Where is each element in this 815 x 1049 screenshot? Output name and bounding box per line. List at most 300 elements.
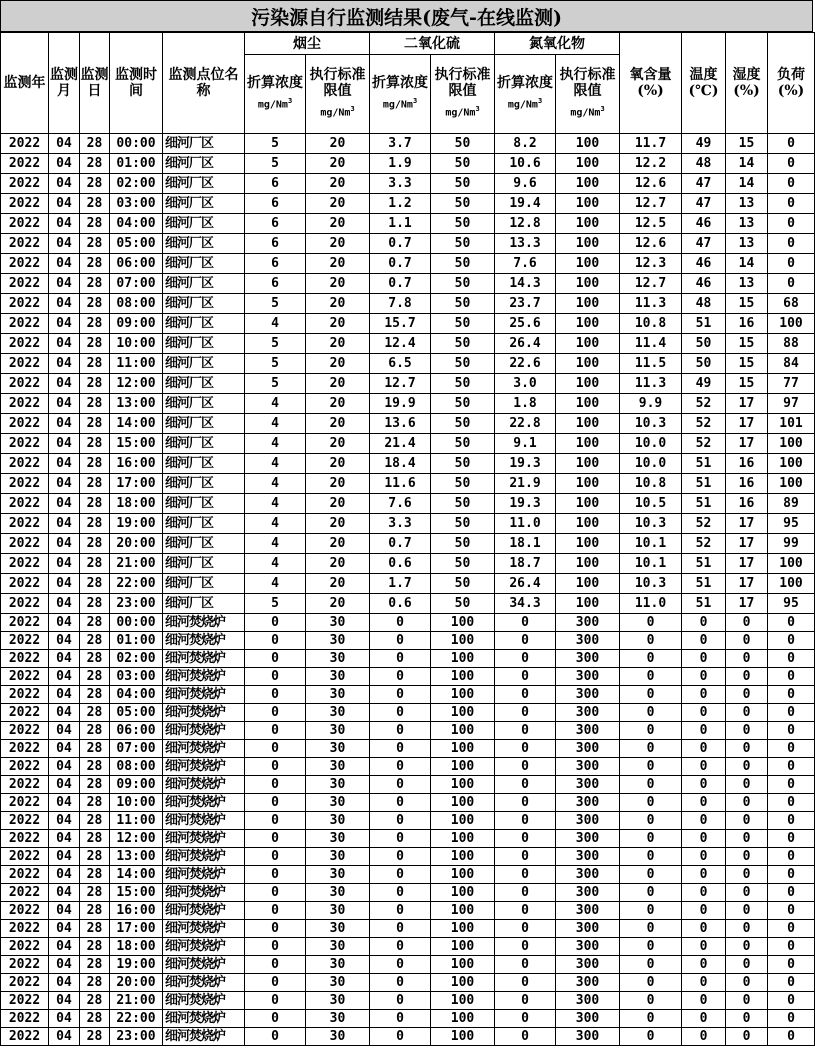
unit-text: mg/Nm	[507, 99, 538, 111]
cell-nox-limit: 100	[556, 594, 620, 614]
cell-nox-converted: 12.8	[495, 214, 556, 234]
cell-so2-limit: 50	[431, 154, 495, 174]
cell-time: 05:00	[110, 704, 163, 722]
cell-site: 细河焚烧炉	[163, 812, 245, 830]
cell-temperature: 0	[682, 650, 726, 668]
cell-humidity: 0	[726, 884, 768, 902]
cell-so2-limit: 100	[431, 704, 495, 722]
cell-so2-limit: 50	[431, 534, 495, 554]
cell-so2-limit: 100	[431, 956, 495, 974]
cell-site: 细河厂区	[163, 534, 245, 554]
cell-so2-limit: 50	[431, 314, 495, 334]
cell-time: 02:00	[110, 650, 163, 668]
cell-month: 04	[49, 474, 80, 494]
cell-so2-converted: 0	[370, 992, 431, 1010]
cell-dust-converted: 0	[245, 776, 306, 794]
cell-load: 89	[768, 494, 815, 514]
cell-dust-limit: 30	[306, 992, 370, 1010]
cell-site: 细河焚烧炉	[163, 614, 245, 632]
cell-time: 16:00	[110, 454, 163, 474]
cell-dust-converted: 5	[245, 354, 306, 374]
cell-nox-converted: 0	[495, 902, 556, 920]
cell-so2-converted: 1.1	[370, 214, 431, 234]
cell-dust-converted: 4	[245, 394, 306, 414]
cell-time: 17:00	[110, 920, 163, 938]
cell-nox-limit: 300	[556, 632, 620, 650]
cell-humidity: 0	[726, 650, 768, 668]
cell-oxygen: 12.7	[620, 274, 682, 294]
cell-time: 01:00	[110, 154, 163, 174]
cell-so2-converted: 12.4	[370, 334, 431, 354]
table-row	[1, 794, 815, 812]
cell-so2-converted: 3.3	[370, 174, 431, 194]
cell-dust-converted: 5	[245, 294, 306, 314]
cell-so2-limit: 50	[431, 494, 495, 514]
header-unit	[556, 101, 619, 121]
cell-dust-converted: 6	[245, 194, 306, 214]
cell-nox-limit: 100	[556, 374, 620, 394]
cell-so2-converted: 21.4	[370, 434, 431, 454]
cell-time: 22:00	[110, 574, 163, 594]
cell-humidity: 0	[726, 938, 768, 956]
cell-nox-limit: 100	[556, 214, 620, 234]
cell-humidity: 15	[726, 354, 768, 374]
cell-time: 04:00	[110, 686, 163, 704]
unit-superscript: 3	[287, 96, 293, 105]
cell-month: 04	[49, 414, 80, 434]
cell-site: 细河厂区	[163, 294, 245, 314]
table-row	[1, 194, 815, 214]
cell-so2-converted: 0	[370, 866, 431, 884]
cell-time: 16:00	[110, 902, 163, 920]
cell-dust-converted: 0	[245, 920, 306, 938]
cell-oxygen: 0	[620, 974, 682, 992]
cell-temperature: 0	[682, 794, 726, 812]
table-row	[1, 866, 815, 884]
cell-nox-converted: 0	[495, 686, 556, 704]
table-row	[1, 514, 815, 534]
cell-nox-limit: 100	[556, 574, 620, 594]
cell-dust-limit: 30	[306, 794, 370, 812]
cell-month: 04	[49, 154, 80, 174]
cell-humidity: 0	[726, 632, 768, 650]
cell-oxygen: 0	[620, 812, 682, 830]
cell-year: 2022	[1, 294, 49, 314]
cell-so2-limit: 100	[431, 740, 495, 758]
cell-so2-limit: 100	[431, 902, 495, 920]
cell-temperature: 0	[682, 956, 726, 974]
cell-temperature: 50	[682, 334, 726, 354]
cell-day: 28	[80, 650, 110, 668]
cell-nox-converted: 9.1	[495, 434, 556, 454]
cell-humidity: 15	[726, 374, 768, 394]
cell-day: 28	[80, 434, 110, 454]
unit-superscript: 3	[600, 104, 605, 113]
cell-so2-converted: 0.7	[370, 534, 431, 554]
cell-load: 0	[768, 776, 815, 794]
cell-temperature: 0	[682, 848, 726, 866]
cell-site: 细河厂区	[163, 574, 245, 594]
cell-day: 28	[80, 722, 110, 740]
cell-dust-limit: 20	[306, 374, 370, 394]
cell-day: 28	[80, 414, 110, 434]
cell-temperature: 0	[682, 830, 726, 848]
cell-so2-limit: 100	[431, 992, 495, 1010]
cell-site: 细河焚烧炉	[163, 920, 245, 938]
cell-year: 2022	[1, 722, 49, 740]
table-row	[1, 938, 815, 956]
cell-dust-converted: 4	[245, 534, 306, 554]
cell-nox-converted: 0	[495, 992, 556, 1010]
cell-site: 细河厂区	[163, 554, 245, 574]
cell-nox-converted: 0	[495, 1028, 556, 1046]
cell-year: 2022	[1, 214, 49, 234]
cell-site: 细河厂区	[163, 414, 245, 434]
cell-year: 2022	[1, 194, 49, 214]
cell-temperature: 0	[682, 686, 726, 704]
cell-load: 97	[768, 394, 815, 414]
cell-load: 88	[768, 334, 815, 354]
cell-temperature: 0	[682, 776, 726, 794]
cell-nox-limit: 300	[556, 938, 620, 956]
cell-load: 0	[768, 1010, 815, 1028]
cell-nox-converted: 3.0	[495, 374, 556, 394]
cell-temperature: 0	[682, 812, 726, 830]
cell-so2-limit: 100	[431, 830, 495, 848]
cell-nox-limit: 300	[556, 650, 620, 668]
unit-text: mg/Nm	[257, 99, 288, 111]
header-label: 执行标准限值	[309, 66, 366, 99]
cell-month: 04	[49, 812, 80, 830]
cell-humidity: 14	[726, 174, 768, 194]
cell-day: 28	[80, 254, 110, 274]
header-label: 折算浓度	[372, 74, 428, 91]
cell-time: 06:00	[110, 254, 163, 274]
monitoring-results-table	[0, 32, 815, 1046]
cell-year: 2022	[1, 812, 49, 830]
cell-dust-converted: 5	[245, 154, 306, 174]
cell-temperature: 0	[682, 740, 726, 758]
cell-temperature: 0	[682, 758, 726, 776]
cell-load: 0	[768, 830, 815, 848]
cell-temperature: 0	[682, 974, 726, 992]
table-row	[1, 992, 815, 1010]
cell-nox-limit: 300	[556, 722, 620, 740]
cell-load: 0	[768, 194, 815, 214]
cell-load: 0	[768, 866, 815, 884]
cell-time: 20:00	[110, 534, 163, 554]
cell-month: 04	[49, 920, 80, 938]
cell-site: 细河焚烧炉	[163, 1010, 245, 1028]
cell-temperature: 52	[682, 434, 726, 454]
cell-site: 细河焚烧炉	[163, 776, 245, 794]
cell-nox-converted: 7.6	[495, 254, 556, 274]
header-dust-limit	[306, 55, 370, 134]
cell-oxygen: 12.5	[620, 214, 682, 234]
cell-oxygen: 11.5	[620, 354, 682, 374]
cell-so2-limit: 100	[431, 722, 495, 740]
cell-so2-converted: 3.3	[370, 514, 431, 534]
cell-year: 2022	[1, 594, 49, 614]
cell-humidity: 13	[726, 234, 768, 254]
cell-nox-converted: 0	[495, 938, 556, 956]
table-row	[1, 956, 815, 974]
cell-year: 2022	[1, 274, 49, 294]
cell-month: 04	[49, 174, 80, 194]
table-row	[1, 334, 815, 354]
table-row	[1, 174, 815, 194]
cell-so2-limit: 100	[431, 668, 495, 686]
cell-so2-limit: 100	[431, 974, 495, 992]
cell-so2-converted: 1.7	[370, 574, 431, 594]
cell-time: 04:00	[110, 214, 163, 234]
cell-nox-converted: 0	[495, 830, 556, 848]
cell-temperature: 52	[682, 514, 726, 534]
table-row	[1, 632, 815, 650]
cell-temperature: 0	[682, 902, 726, 920]
cell-month: 04	[49, 938, 80, 956]
cell-dust-limit: 30	[306, 920, 370, 938]
cell-load: 100	[768, 474, 815, 494]
cell-humidity: 0	[726, 830, 768, 848]
cell-month: 04	[49, 956, 80, 974]
header-label: 执行标准限值	[559, 66, 616, 99]
cell-so2-limit: 50	[431, 474, 495, 494]
cell-so2-converted: 0	[370, 902, 431, 920]
table-row	[1, 614, 815, 632]
cell-year: 2022	[1, 314, 49, 334]
cell-oxygen: 12.6	[620, 234, 682, 254]
cell-site: 细河焚烧炉	[163, 794, 245, 812]
cell-humidity: 15	[726, 334, 768, 354]
cell-nox-converted: 0	[495, 740, 556, 758]
cell-year: 2022	[1, 334, 49, 354]
header-month: 监测月	[49, 33, 80, 134]
cell-day: 28	[80, 514, 110, 534]
cell-month: 04	[49, 722, 80, 740]
cell-humidity: 17	[726, 554, 768, 574]
cell-year: 2022	[1, 740, 49, 758]
cell-temperature: 47	[682, 174, 726, 194]
cell-humidity: 16	[726, 314, 768, 334]
cell-day: 28	[80, 794, 110, 812]
table-row	[1, 254, 815, 274]
cell-day: 28	[80, 334, 110, 354]
cell-so2-converted: 0	[370, 740, 431, 758]
cell-year: 2022	[1, 414, 49, 434]
cell-day: 28	[80, 902, 110, 920]
header-time: 监测时间	[110, 33, 163, 134]
cell-day: 28	[80, 214, 110, 234]
cell-month: 04	[49, 974, 80, 992]
cell-year: 2022	[1, 454, 49, 474]
cell-month: 04	[49, 314, 80, 334]
cell-oxygen: 11.0	[620, 594, 682, 614]
cell-dust-converted: 6	[245, 274, 306, 294]
cell-dust-limit: 30	[306, 830, 370, 848]
cell-dust-converted: 0	[245, 686, 306, 704]
cell-nox-converted: 0	[495, 956, 556, 974]
cell-dust-limit: 20	[306, 534, 370, 554]
cell-site: 细河厂区	[163, 594, 245, 614]
cell-dust-limit: 20	[306, 174, 370, 194]
cell-oxygen: 0	[620, 758, 682, 776]
cell-month: 04	[49, 740, 80, 758]
header-day: 监测日	[80, 33, 110, 134]
cell-so2-converted: 0	[370, 812, 431, 830]
table-row	[1, 740, 815, 758]
cell-temperature: 0	[682, 614, 726, 632]
cell-so2-converted: 0.7	[370, 234, 431, 254]
cell-so2-converted: 0	[370, 758, 431, 776]
cell-dust-limit: 30	[306, 884, 370, 902]
cell-nox-limit: 300	[556, 794, 620, 812]
cell-so2-limit: 100	[431, 812, 495, 830]
cell-day: 28	[80, 374, 110, 394]
cell-nox-limit: 300	[556, 668, 620, 686]
cell-site: 细河焚烧炉	[163, 902, 245, 920]
cell-so2-limit: 50	[431, 554, 495, 574]
cell-oxygen: 0	[620, 668, 682, 686]
cell-nox-converted: 11.0	[495, 514, 556, 534]
table-row	[1, 920, 815, 938]
cell-so2-limit: 50	[431, 434, 495, 454]
cell-day: 28	[80, 866, 110, 884]
cell-time: 23:00	[110, 1028, 163, 1046]
cell-nox-converted: 19.3	[495, 494, 556, 514]
cell-so2-limit: 50	[431, 334, 495, 354]
cell-humidity: 17	[726, 414, 768, 434]
cell-nox-converted: 18.1	[495, 534, 556, 554]
cell-oxygen: 11.3	[620, 374, 682, 394]
cell-so2-limit: 50	[431, 134, 495, 154]
cell-load: 100	[768, 454, 815, 474]
cell-so2-converted: 18.4	[370, 454, 431, 474]
cell-so2-limit: 50	[431, 174, 495, 194]
header-nox-converted	[495, 55, 556, 134]
cell-temperature: 46	[682, 214, 726, 234]
cell-site: 细河焚烧炉	[163, 830, 245, 848]
table-row	[1, 314, 815, 334]
table-row	[1, 414, 815, 434]
cell-so2-limit: 100	[431, 776, 495, 794]
cell-so2-limit: 50	[431, 454, 495, 474]
cell-humidity: 0	[726, 920, 768, 938]
cell-nox-limit: 100	[556, 454, 620, 474]
cell-so2-limit: 100	[431, 866, 495, 884]
cell-day: 28	[80, 274, 110, 294]
cell-site: 细河焚烧炉	[163, 974, 245, 992]
table-row	[1, 154, 815, 174]
cell-time: 19:00	[110, 514, 163, 534]
cell-month: 04	[49, 686, 80, 704]
cell-dust-converted: 0	[245, 650, 306, 668]
cell-temperature: 0	[682, 866, 726, 884]
cell-site: 细河厂区	[163, 394, 245, 414]
cell-oxygen: 12.2	[620, 154, 682, 174]
cell-site: 细河焚烧炉	[163, 1028, 245, 1046]
unit-text: mg/Nm	[382, 99, 413, 111]
cell-dust-converted: 4	[245, 434, 306, 454]
cell-time: 03:00	[110, 668, 163, 686]
header-group-so2: 二氧化硫	[370, 33, 495, 55]
cell-temperature: 0	[682, 704, 726, 722]
cell-day: 28	[80, 668, 110, 686]
cell-year: 2022	[1, 614, 49, 632]
cell-so2-converted: 1.2	[370, 194, 431, 214]
cell-dust-converted: 0	[245, 992, 306, 1010]
cell-dust-limit: 20	[306, 474, 370, 494]
cell-oxygen: 0	[620, 1028, 682, 1046]
cell-dust-limit: 30	[306, 614, 370, 632]
cell-month: 04	[49, 794, 80, 812]
cell-nox-limit: 100	[556, 134, 620, 154]
header-nox-limit	[556, 55, 620, 134]
cell-month: 04	[49, 454, 80, 474]
cell-temperature: 46	[682, 274, 726, 294]
cell-day: 28	[80, 632, 110, 650]
cell-nox-converted: 0	[495, 812, 556, 830]
cell-time: 18:00	[110, 938, 163, 956]
cell-load: 0	[768, 956, 815, 974]
cell-time: 15:00	[110, 434, 163, 454]
cell-month: 04	[49, 758, 80, 776]
cell-dust-limit: 30	[306, 686, 370, 704]
cell-month: 04	[49, 514, 80, 534]
cell-temperature: 0	[682, 884, 726, 902]
header-unit	[431, 101, 494, 121]
cell-time: 06:00	[110, 722, 163, 740]
cell-oxygen: 0	[620, 650, 682, 668]
header-label: 折算浓度	[247, 74, 303, 91]
cell-dust-converted: 0	[245, 956, 306, 974]
cell-oxygen: 0	[620, 704, 682, 722]
cell-oxygen: 0	[620, 614, 682, 632]
cell-dust-limit: 30	[306, 722, 370, 740]
cell-so2-converted: 12.7	[370, 374, 431, 394]
cell-oxygen: 0	[620, 722, 682, 740]
cell-so2-limit: 50	[431, 354, 495, 374]
cell-nox-limit: 300	[556, 686, 620, 704]
cell-oxygen: 0	[620, 920, 682, 938]
cell-oxygen: 0	[620, 776, 682, 794]
cell-dust-converted: 6	[245, 234, 306, 254]
cell-day: 28	[80, 848, 110, 866]
cell-site: 细河焚烧炉	[163, 992, 245, 1010]
cell-dust-limit: 30	[306, 740, 370, 758]
table-row	[1, 554, 815, 574]
cell-day: 28	[80, 704, 110, 722]
cell-year: 2022	[1, 830, 49, 848]
cell-year: 2022	[1, 1028, 49, 1046]
cell-month: 04	[49, 614, 80, 632]
cell-temperature: 52	[682, 414, 726, 434]
cell-dust-limit: 20	[306, 354, 370, 374]
cell-load: 0	[768, 686, 815, 704]
cell-site: 细河厂区	[163, 274, 245, 294]
unit-superscript: 3	[475, 104, 480, 113]
cell-nox-limit: 100	[556, 254, 620, 274]
cell-nox-limit: 100	[556, 394, 620, 414]
cell-month: 04	[49, 374, 80, 394]
cell-dust-limit: 20	[306, 234, 370, 254]
cell-month: 04	[49, 254, 80, 274]
cell-time: 18:00	[110, 494, 163, 514]
cell-day: 28	[80, 920, 110, 938]
header-label: 执行标准限值	[434, 66, 491, 99]
cell-so2-converted: 0.6	[370, 554, 431, 574]
cell-oxygen: 0	[620, 740, 682, 758]
